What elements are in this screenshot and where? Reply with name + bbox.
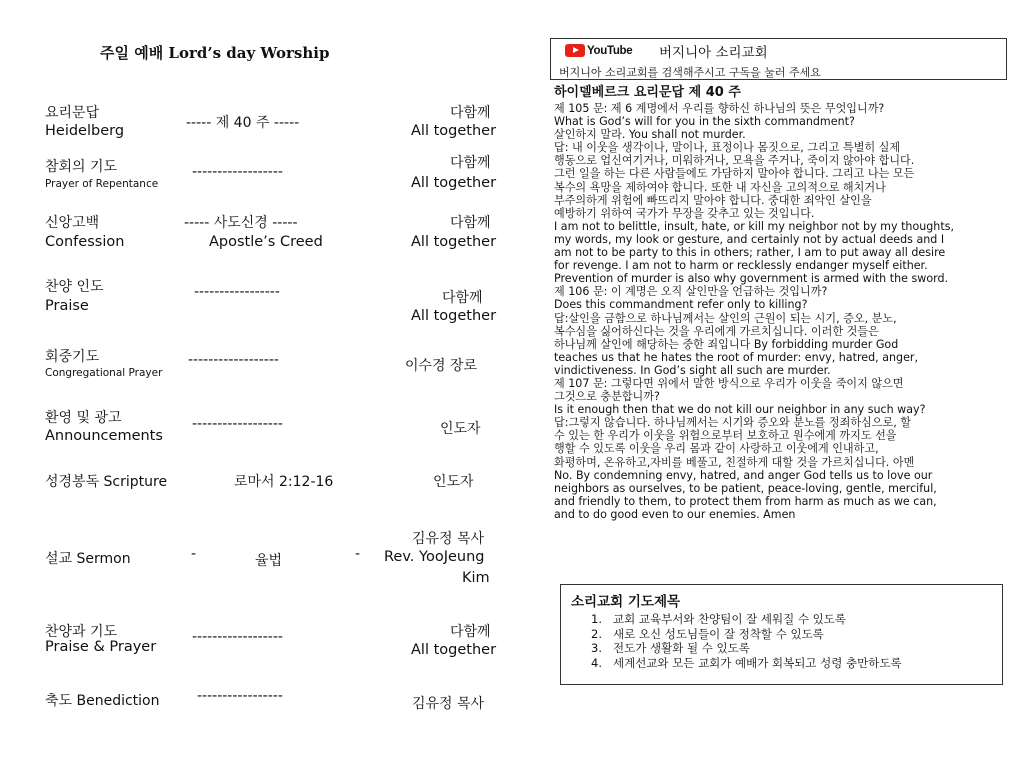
catechism-line: 살인하지 말라. You shall not murder. [554,128,746,142]
confession-leader-en: All together [411,234,497,250]
catechism-line: 행할 수 있도록 이웃을 우리 몸과 같이 사랑하고 이웃에게 인내하고, [554,442,879,456]
announcements-label-en: Announcements [45,428,163,444]
catechism-line: 제 107 문: 그렇다면 위에서 말한 방식으로 우리가 이웃을 죽이지 않으면 [554,376,904,390]
heidelberg-label-en: Heidelberg [45,123,125,139]
catechism-line: Is it enough then that we do not kill our neighbor in any such way? [554,403,926,417]
youtube-logo [565,44,632,57]
catechism-line: 예방하기 위하여 국가가 무장을 갖추고 있는 것입니다. [554,206,815,220]
list-item [591,612,902,627]
scripture-leader: 인도자 [433,474,474,490]
praise-leader-ko: 다함께 [442,290,483,306]
scripture-passage: 로마서 2:12-16 [234,474,334,490]
catechism-line: 수 있는 한 우리가 이웃을 위험으로부터 보호하고 원수에게 까지도 선을 [554,429,897,443]
congregational-center: ------------------ [188,352,279,368]
youtube-play-icon [565,44,585,57]
sermon-dash-right: - [355,546,361,562]
praise-prayer-label-en: Praise & Prayer [45,639,157,655]
catechism-line: neighbors as ourselves, to be patient, peace-loving, gentle, merciful, [554,481,937,495]
list-item-text: 교회 교육부서와 찬양팀이 잘 세워질 수 있도록 [613,612,847,626]
list-item [591,641,902,656]
prayer-requests-title: 소리교회 기도제목 [571,594,681,610]
catechism-line: I am not to belittle, insult, hate, or kill my neighbor not by my thoughts, [554,219,954,233]
praise-label-ko: 찬양 인도 [45,279,104,295]
sermon-label: 설교 Sermon [45,551,131,567]
repentance-center: ------------------ [192,164,283,180]
catechism-line: 부주의하게 위험에 빠뜨리지 말아야 합니다. 중대한 죄악인 살인을 [554,193,872,207]
repentance-leader-en: All together [411,175,497,191]
list-item-number: 4. [591,655,602,670]
heidelberg-leader-ko: 다함께 [450,105,491,121]
confession-center-en: Apostle’s Creed [209,234,323,250]
list-item-number: 1. [591,612,602,626]
praise-label-en: Praise [45,298,89,314]
catechism-line: 제 105 문: 제 6 계명에서 우리를 향하신 하나님의 뜻은 무엇입니까? [554,102,885,115]
list-item-text: 새로 오신 성도님들이 잘 정착할 수 있도록 [613,626,824,641]
list-item-text: 전도가 생활화 될 수 있도록 [613,641,750,655]
congregational-leader: 이수경 장로 [405,358,478,374]
catechism-line: vindictiveness. In God’s sight all such are murder. [554,363,831,377]
catechism-line: my words, my look or gesture, and certainly not by actual deeds and I [554,232,945,246]
catechism-title: 하이델베르크 요리문답 제 40 주 [554,85,741,100]
page-title: 주일 예배 Lord’s day Worship [100,44,330,62]
catechism-line: am not to be party to this in others; rather, I am to put away all desire [554,246,946,260]
benediction-label: 축도 Benediction [45,693,160,709]
announcements-leader: 인도자 [440,421,481,437]
prayer-requests-list [591,612,902,670]
praise-prayer-leader-ko: 다함께 [450,624,491,640]
list-item-number: 3. [591,641,602,655]
list-item [591,656,902,671]
list-item [591,627,902,642]
scripture-label: 성경봉독 Scripture [45,474,168,490]
repentance-label-en: Prayer of Repentance [45,178,159,190]
list-item-text: 세계선교와 모든 교회가 예배가 회복되고 성령 충만하도록 [613,655,902,670]
catechism-line: 답: 내 이웃을 생각이나, 말이나, 표정이나 몸짓으로, 그리고 특별히 실제 [554,141,901,155]
catechism-line: 복수심을 싫어하신다는 것을 우리에게 가르치십니다. 이러한 것들은 [554,324,879,338]
catechism-line: 그런 일을 하는 다른 사람들에도 가담하지 말아야 합니다. 그리고 나는 모든 [554,167,915,181]
sermon-preacher-en: Rev. YooJeung [384,549,485,565]
congregational-label-en: Congregational Prayer [45,367,163,379]
repentance-label-ko: 참회의 기도 [45,159,118,175]
repentance-leader-ko: 다함께 [450,155,491,171]
catechism-line: 행동으로 업신여기거나, 미워하거나, 모욕을 주거나, 죽이지 않아야 합니다. [554,154,915,168]
sermon-preacher-ko: 김유정 목사 [412,531,485,547]
confession-label-ko: 신앙고백 [45,215,100,231]
heidelberg-center: ----- 제 40 주 ----- [186,115,300,131]
catechism-line: teaches us that he hates the root of murder: envy, hatred, anger, [554,350,918,364]
prayer-requests-box [560,584,1003,685]
heidelberg-label-ko: 요리문답 [45,105,100,121]
catechism-line: for revenge. I am not to harm or recklessly endanger myself either. [554,259,928,273]
catechism-line: 답:그렇지 않습니다. 하나님께서는 시기와 증오와 분노를 정죄하심으로, 할 [554,416,911,430]
sermon-title: 율법 [255,553,283,569]
catechism-line: What is God’s will for you in the sixth commandment? [554,115,855,129]
catechism-line: 복수의 욕망을 제하여야 합니다. 또한 내 자신을 고의적으로 해치거나 [554,180,886,194]
youtube-channel-name: 버지니아 소리교회 [659,45,768,61]
benediction-leader: 김유정 목사 [412,696,485,712]
confession-leader-ko: 다함께 [450,215,491,231]
heidelberg-leader-en: All together [411,123,497,139]
catechism-line: Prevention of murder is also why government is armed with the sword. [554,272,949,286]
catechism-line: 화평하며, 온유하고,자비를 베풀고, 친절하게 대할 것을 가르치십니다. 아멘 [554,455,915,469]
praise-center: ----------------- [194,284,280,300]
confession-label-en: Confession [45,234,125,250]
catechism-line: Does this commandment refer only to killing? [554,298,808,312]
catechism-line: 제 106 문: 이 계명은 오직 살인만을 언급하는 것입니까? [554,285,828,299]
announcements-label-ko: 환영 및 광고 [45,410,122,426]
praise-leader-en: All together [411,308,497,324]
catechism-body [554,102,1004,521]
catechism-line: and to do good even to our enemies. Amen [554,507,796,521]
confession-center-ko: ----- 사도신경 ----- [184,215,298,231]
catechism-line: 그것으로 충분합니까? [554,390,660,404]
announcements-center: ------------------ [192,416,283,432]
youtube-logo-text: YouTube [587,44,633,57]
sermon-dash-left: - [191,546,197,562]
catechism-line: 답:살인을 금함으로 하나님께서는 살인의 근원이 되는 시기, 증오, 분노, [554,311,897,325]
praise-prayer-center: ------------------ [192,629,283,645]
catechism-line: 하나님께 살인에 해당하는 중한 죄입니다 By forbidding murder God [554,337,899,351]
sermon-preacher-en-2: Kim [462,570,490,586]
youtube-banner [550,38,1007,80]
praise-prayer-label-ko: 찬양과 기도 [45,624,118,640]
catechism-line: and friendly to them, to protect them from harm as much as we can, [554,494,937,508]
congregational-label-ko: 회중기도 [45,349,100,365]
praise-prayer-leader-en: All together [411,642,497,658]
benediction-center: ----------------- [197,688,283,704]
youtube-subscribe-text: 버지니아 소리교회를 검색해주시고 구독을 눌러 주세요 [559,66,821,79]
list-item-number: 2. [591,626,602,641]
catechism-line: No. By condemning envy, hatred, and anger God tells us to love our [554,468,933,482]
